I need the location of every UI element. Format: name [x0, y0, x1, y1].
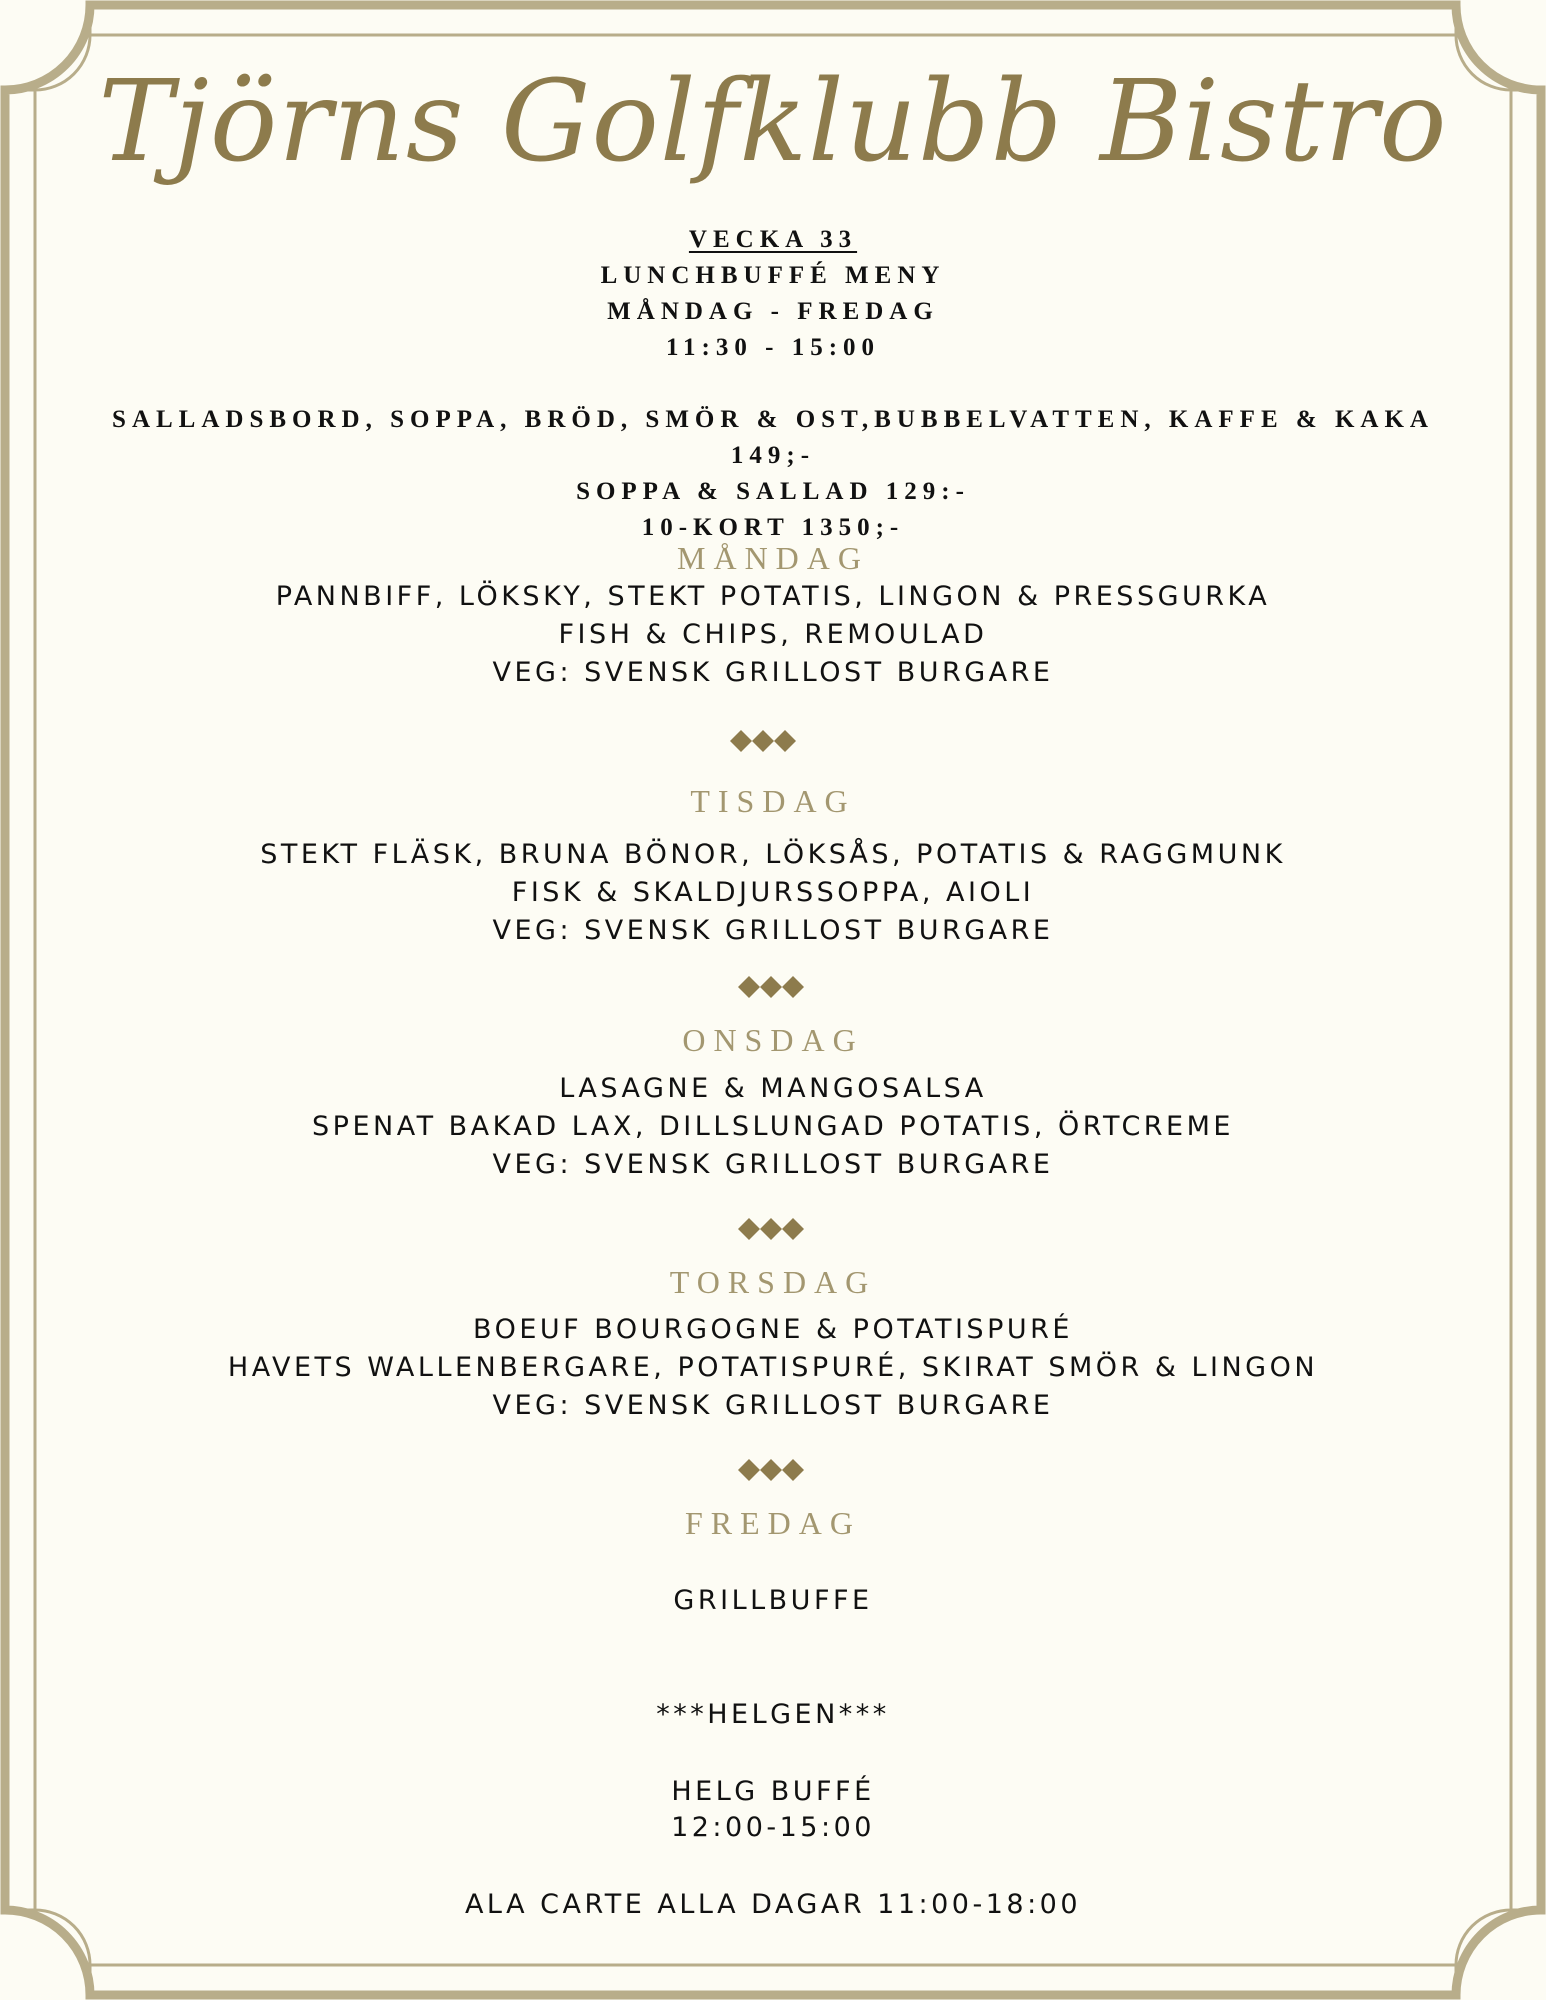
restaurant-title: Tjörns Golfklubb Bistro — [98, 57, 1448, 187]
price-10-card: 10-KORT 1350;- — [641, 514, 905, 541]
day-heading-friday: FREDAG — [684, 1505, 861, 1541]
dish-friday-1: GRILLBUFFE — [673, 1585, 873, 1616]
diamond-divider-icon — [0, 1214, 1546, 1244]
diamond-divider-icon — [0, 726, 1546, 756]
diamond-divider-icon — [0, 972, 1546, 1002]
weekend-heading: ***HELGEN*** — [656, 1699, 890, 1730]
weekend-buffet-hours: 12:00-15:00 — [671, 1812, 875, 1843]
buffet-includes: SALLADSBORD, SOPPA, BRÖD, SMÖR & OST,BUBBELVATTEN, KAFFE & KAKA — [112, 406, 1434, 433]
dish-monday-1: PANNBIFF, LÖKSKY, STEKT POTATIS, LINGON & PRESSGURKA — [275, 581, 1271, 612]
dish-monday-3: VEG: SVENSK GRILLOST BURGARE — [492, 657, 1054, 688]
day-heading-thursday: TORSDAG — [669, 1264, 877, 1300]
menu-type: LUNCHBUFFÉ MENY — [600, 262, 946, 289]
dish-thursday-1: BOEUF BOURGOGNE & POTATISPURÉ — [473, 1314, 1073, 1345]
dish-tuesday-3: VEG: SVENSK GRILLOST BURGARE — [492, 915, 1054, 946]
dish-wednesday-3: VEG: SVENSK GRILLOST BURGARE — [492, 1149, 1054, 1180]
weekend-buffet: HELG BUFFÉ — [671, 1776, 875, 1807]
dish-wednesday-2: SPENAT BAKAD LAX, DILLSLUNGAD POTATIS, ÖRTCREME — [312, 1111, 1234, 1142]
day-heading-wednesday: ONSDAG — [682, 1022, 864, 1058]
dish-tuesday-1: STEKT FLÄSK, BRUNA BÖNOR, LÖKSÅS, POTATIS & RAGGMUNK — [260, 839, 1286, 870]
dish-tuesday-2: FISK & SKALDJURSSOPPA, AIOLI — [511, 877, 1035, 908]
menu-hours: 11:30 - 15:00 — [665, 334, 881, 361]
week-label: VECKA 33 — [688, 226, 858, 253]
alacarte-hours: ALA CARTE ALLA DAGAR 11:00-18:00 — [464, 1889, 1082, 1920]
menu-days: MÅNDAG - FREDAG — [607, 298, 939, 325]
dish-thursday-3: VEG: SVENSK GRILLOST BURGARE — [492, 1390, 1054, 1421]
price-full: 149;- — [730, 442, 816, 469]
dish-monday-2: FISH & CHIPS, REMOULAD — [558, 619, 988, 650]
dish-thursday-2: HAVETS WALLENBERGARE, POTATISPURÉ, SKIRAT SMÖR & LINGON — [227, 1352, 1319, 1383]
price-soup-salad: SOPPA & SALLAD 129:- — [576, 478, 970, 505]
day-heading-tuesday: TISDAG — [690, 783, 856, 819]
dish-wednesday-1: LASAGNE & MANGOSALSA — [559, 1073, 987, 1104]
day-heading-monday: MÅNDAG — [677, 540, 869, 576]
diamond-divider-icon — [0, 1455, 1546, 1485]
